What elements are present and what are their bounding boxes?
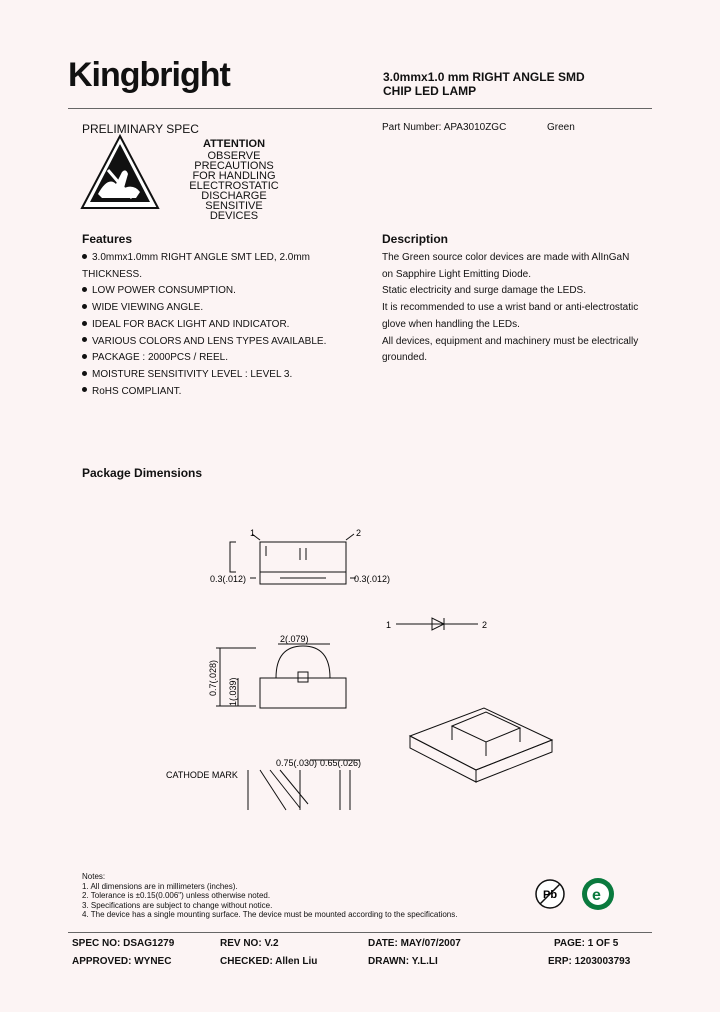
bullet-icon xyxy=(82,337,87,342)
feature-item: MOISTURE SENSITIVITY LEVEL : LEVEL 3. xyxy=(82,367,372,384)
pin-2-label: 2 xyxy=(356,528,362,538)
description-text xyxy=(382,250,652,367)
checked-by: CHECKED: Allen Liu xyxy=(220,956,318,967)
dim-top-label: 2(.079) xyxy=(280,634,309,644)
note-line: 3. Specifications are subject to change without notice. xyxy=(82,900,273,910)
dim-bottom1-label: 0.75(.030) xyxy=(276,758,318,768)
description-line: All devices, equipment and machinery must be electrically xyxy=(382,335,639,347)
erp-number: ERP: 1203003793 xyxy=(548,956,631,967)
rohs-e-icon xyxy=(582,878,614,910)
description-line: It is recommended to use a wrist band or anti-electrostatic xyxy=(382,302,639,314)
front-view-body xyxy=(260,542,346,572)
dim-bottom2-label: 0.65(.026) xyxy=(320,758,362,768)
attention-heading: ATTENTION xyxy=(202,138,266,150)
description-line: glove when handling the LEDs. xyxy=(382,318,520,330)
compliance-badges xyxy=(534,876,618,912)
notes-block xyxy=(82,872,457,920)
note-line: 4. The device has a single mounting surface. The device must be mounted according to the specifications. xyxy=(82,910,458,919)
package-dimensions-heading: Package Dimensions xyxy=(82,466,203,480)
bullet-icon xyxy=(82,254,87,259)
features-list xyxy=(82,250,372,400)
bullet-icon xyxy=(82,321,87,326)
description-line: on Sapphire Light Emitting Diode. xyxy=(382,268,531,280)
note-line: 2. Tolerance is ±0.15(0.006") unless otherwise noted. xyxy=(82,891,271,900)
features-heading: Features xyxy=(82,232,133,246)
document-date: DATE: MAY/07/2007 xyxy=(368,938,461,949)
revision-number: REV NO: V.2 xyxy=(220,938,279,949)
feature-item: IDEAL FOR BACK LIGHT AND INDICATOR. xyxy=(82,317,372,334)
diode-pin-1-label: 1 xyxy=(386,620,392,630)
document-title xyxy=(383,70,585,98)
preliminary-spec-label: PRELIMINARY SPEC xyxy=(82,122,199,136)
attention-line: OBSERVE PRECAUTIONS xyxy=(194,150,274,172)
diode-pin-2-label: 2 xyxy=(482,620,488,630)
description-heading: Description xyxy=(382,232,449,246)
feature-item: PACKAGE : 2000PCS / REEL. xyxy=(82,350,372,367)
pin-1-label: 1 xyxy=(250,528,256,538)
dim-right-label: 0.3(.012) xyxy=(354,574,391,584)
feature-item: THICKNESS. xyxy=(82,268,143,280)
bullet-icon xyxy=(82,354,87,359)
feature-item: WIDE VIEWING ANGLE. xyxy=(82,300,372,317)
title-line-2: CHIP LED LAMP xyxy=(383,84,477,98)
cathode-mark-label: CATHODE MARK xyxy=(166,770,238,780)
package-drawing xyxy=(160,520,580,820)
title-line-1: 3.0mmx1.0 mm RIGHT ANGLE SMD xyxy=(383,70,585,84)
part-number: Part Number: APA3010ZGC xyxy=(382,122,507,133)
kingbright-logo: Kingbright xyxy=(68,56,230,94)
esd-warning-icon xyxy=(78,132,162,212)
note-line: 1. All dimensions are in millimeters (inches). xyxy=(82,881,238,891)
attention-line: ELECTROSTATIC xyxy=(189,180,279,192)
feature-item: RoHS COMPLIANT. xyxy=(82,384,372,401)
notes-heading: Notes: xyxy=(82,872,106,881)
bullet-icon xyxy=(82,287,87,292)
feature-item: 3.0mmx1.0mm RIGHT ANGLE SMT LED, 2.0mm xyxy=(82,250,372,267)
description-line: Static electricity and surge damage the LEDS. xyxy=(382,285,586,297)
bullet-icon xyxy=(82,387,87,392)
part-color: Green xyxy=(547,122,575,133)
lead-free-icon xyxy=(536,880,564,908)
attention-line: DISCHARGE xyxy=(201,190,267,202)
feature-item: VARIOUS COLORS AND LENS TYPES AVAILABLE. xyxy=(82,334,372,351)
attention-line: DEVICES xyxy=(209,210,259,222)
bullet-icon xyxy=(82,304,87,309)
description-line: The Green source color devices are made with AlInGaN xyxy=(382,252,630,263)
footer-divider xyxy=(68,932,652,933)
pb-label: Pb xyxy=(543,889,558,901)
attention-line: FOR HANDLING xyxy=(192,170,276,182)
approved-by: APPROVED: WYNEC xyxy=(72,956,172,967)
attention-line: SENSITIVE xyxy=(205,200,263,212)
dim-side-label: 0.7(.028) xyxy=(208,659,218,696)
dim-side2-label: 1(.039) xyxy=(228,677,238,706)
bullet-icon xyxy=(82,371,87,376)
drawn-by: DRAWN: Y.L.LI xyxy=(368,956,438,967)
page-number: PAGE: 1 OF 5 xyxy=(554,938,619,949)
spec-number: SPEC NO: DSAG1279 xyxy=(72,938,175,949)
description-line: grounded. xyxy=(382,352,428,364)
attention-block xyxy=(172,139,296,221)
rohs-e-label: e xyxy=(592,887,601,904)
header-divider xyxy=(68,108,652,109)
dim-left-label: 0.3(.012) xyxy=(210,574,247,584)
feature-item: LOW POWER CONSUMPTION. xyxy=(82,283,372,300)
